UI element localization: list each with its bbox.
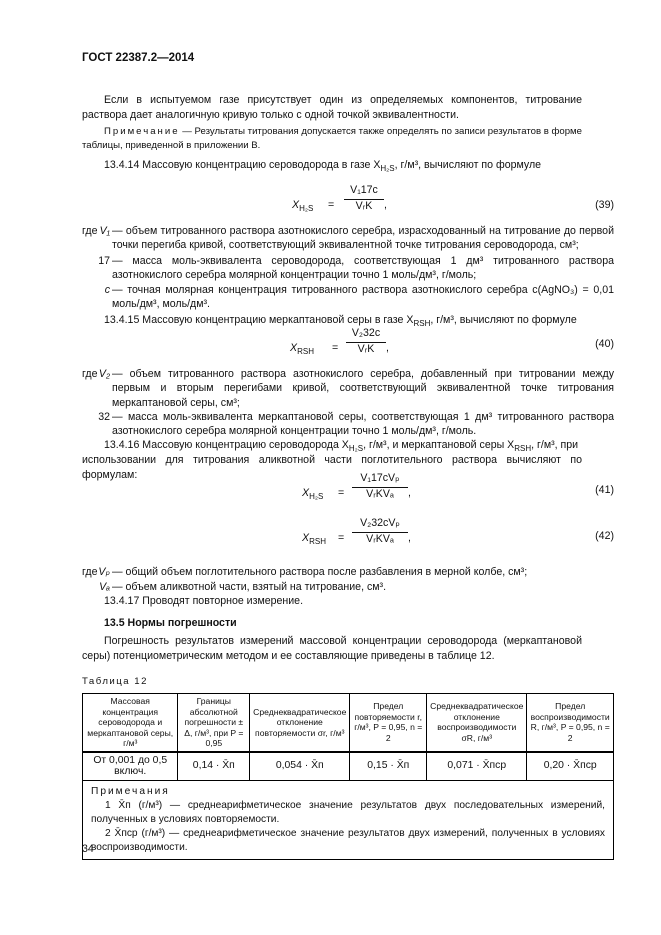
table-cell: 0,054 · X̄п <box>250 752 350 781</box>
section-text: , г/м³, при <box>531 439 579 451</box>
formula-denominator: VᵣK <box>355 200 373 212</box>
symbol-v2: V₂ <box>98 368 110 380</box>
definition-c: — точная молярная концентрация титрованного раствора азотнокислого серебра c(AgNO₃) = 0,01 моль/дм³, моль/дм³. <box>112 284 614 311</box>
table-row <box>83 752 614 781</box>
subscript: RSH <box>413 319 431 329</box>
formula-numerator: V₁17c <box>350 184 378 196</box>
section-13-4-14 <box>82 158 582 177</box>
table-cell: 0,071 · X̄пср <box>427 752 527 781</box>
formula-numerator: V₂32c <box>351 327 381 339</box>
formula-number-42: (42) <box>595 530 614 542</box>
table-note-2: 2 X̄пср (г/м³) — среднеарифметическое значение результатов двух измерений, полученных в условиях воспроизводимости. <box>91 828 605 854</box>
definition-va: — объем аликвотной части, взятый на титрование, см³. <box>112 581 387 593</box>
section-text-tail: , г/м³, вычисляют по формуле <box>430 314 577 326</box>
formula-number-41: (41) <box>595 484 614 496</box>
subscript: RSH <box>514 444 532 454</box>
note-label: Примечание <box>104 126 180 137</box>
where-label: где <box>82 225 98 237</box>
page-number: 34 <box>82 843 94 855</box>
formula-lhs: X <box>302 532 310 544</box>
formula-number-39: (39) <box>595 199 614 211</box>
section-13-4-16-continued: использовании для титрования аликвотной части поглотительного раствора вычисляют по формулам: <box>82 454 582 481</box>
formula-denominator: VᵣKVₐ <box>366 533 394 545</box>
formula-numerator: V₂32cVₚ <box>360 517 400 529</box>
formula-denominator: VᵣKVₐ <box>366 488 394 500</box>
table-cell: От 0,001 до 0,5 включ. <box>83 752 178 781</box>
symbol-32: 32 <box>98 411 110 423</box>
section-text: 13.4.15 Массовую концентрацию меркаптановой серы в газе X <box>104 314 414 326</box>
section-text-tail: , г/м³, вычисляют по формуле <box>394 159 542 171</box>
section-text: 13.4.14 Массовую концентрацию сероводорода в газе X <box>104 159 381 171</box>
table-cell: 0,15 · X̄п <box>350 752 427 781</box>
symbol-v1: V₁ <box>99 225 110 237</box>
table-note-1: 1 X̄п (г/м³) — среднеарифметическое значение результатов двух последовательных измерений, полученных в условиях повторяемости. <box>91 800 605 826</box>
header-cell: Границы абсолютной погрешности ± Δ, г/м³, при P = 0,95 <box>178 694 250 752</box>
document-header: ГОСТ 22387.2—2014 <box>82 52 195 64</box>
section-text: 13.4.16 Массовую концентрацию сероводорода X <box>104 439 349 451</box>
symbol-c: с <box>104 284 110 296</box>
section-13-4-15 <box>82 313 582 332</box>
header-cell: Предел повторяемости r, г/м³, P = 0,95, n = 2 <box>350 694 427 752</box>
symbol-17: 17 <box>98 255 110 267</box>
formula-lhs-sub: H₂S <box>309 492 324 502</box>
definition-vp: — общий объем поглотительного раствора после разбавления в мерной колбе, см³; <box>112 566 528 578</box>
table-cell: 0,20 · X̄пср <box>527 752 614 781</box>
formula-lhs-sub: RSH <box>297 347 314 357</box>
header-cell: Среднеквадратическое отклонение воспроизводимости σR, г/м³ <box>427 694 527 752</box>
symbol-va: Vₐ <box>99 581 110 593</box>
subscript: H₂S <box>380 164 395 174</box>
section-13-5-heading: 13.5 Нормы погрешности <box>104 617 237 629</box>
table-caption: Таблица 12 <box>82 676 148 687</box>
header-cell: Среднеквадратическое отклонение повторяемости σr, г/м³ <box>250 694 350 752</box>
note-text: — Результаты титрования допускается также определять по записи результатов в форме таблицы, приведенной в приложении В. <box>82 126 582 151</box>
formula-denominator: VᵣK <box>357 343 375 355</box>
table-12 <box>82 693 614 860</box>
table-notes <box>83 781 614 860</box>
definition-v2: — объем титрованного раствора азотнокислого серебра, добавленный при титровании между первым и вторым перегибами кривой, соответствующий эквивалентной точке титрования меркаптановой серы, см³; <box>112 368 614 409</box>
where-label: где <box>82 566 98 578</box>
table-cell: 0,14 · X̄п <box>178 752 250 781</box>
formula-numerator: V₁17cVₚ <box>360 472 400 484</box>
note-paragraph <box>82 125 582 152</box>
formula-lhs: X <box>302 487 310 499</box>
table-header-row <box>83 694 614 752</box>
header-cell: Массовая концентрация сероводорода и меркаптановой серы, г/м³ <box>83 694 178 752</box>
section-13-5-text: Погрешность результатов измерений массовой концентрации сероводорода (меркаптановой серы) потенциометрическим методом и ее составляющие приведены в таблице 12. <box>82 635 582 662</box>
symbol-vp: Vₚ <box>98 566 110 578</box>
subscript: H₂S <box>348 444 364 454</box>
table-notes-row <box>83 781 614 860</box>
paragraph-intro: Если в испытуемом газе присутствует один из определяемых компонентов, титрование раствора дает аналогичную кривую только с одной точкой эквивалентности. <box>82 94 582 121</box>
formula-number-40: (40) <box>595 338 614 350</box>
where-label: где <box>82 368 98 380</box>
header-cell: Предел воспроизводимости R, г/м³, P = 0,95, n = 2 <box>527 694 614 752</box>
formula-lhs: X <box>292 199 300 211</box>
notes-title: Примечания <box>91 786 170 798</box>
section-13-4-17: 13.4.17 Проводят повторное измерение. <box>104 595 304 607</box>
formula-lhs-sub: RSH <box>309 537 326 547</box>
definition-32: — масса моль-эквивалента меркаптановой серы, соответствующая 1 дм³ титрованного раствора азотнокислого серебра молярной концентрации точно 1 моль/дм³, г/моль. <box>112 411 614 438</box>
formula-lhs-sub: H₂S <box>299 204 314 214</box>
definition-v1: — объем титрованного раствора азотнокислого серебра, израсходованный на титрование до первой точки перегиба кривой, соответствующий эквивалентной точке титрования сероводорода, см³; <box>112 225 614 252</box>
section-text: , г/м³, и меркаптановой серы X <box>363 439 515 451</box>
definition-17: — масса моль-эквивалента сероводорода, соответствующая 1 дм³ титрованного раствора азотнокислого серебра молярной концентрации точно 1 моль/дм³, г/моль; <box>112 255 614 282</box>
formula-lhs: X <box>290 342 298 354</box>
